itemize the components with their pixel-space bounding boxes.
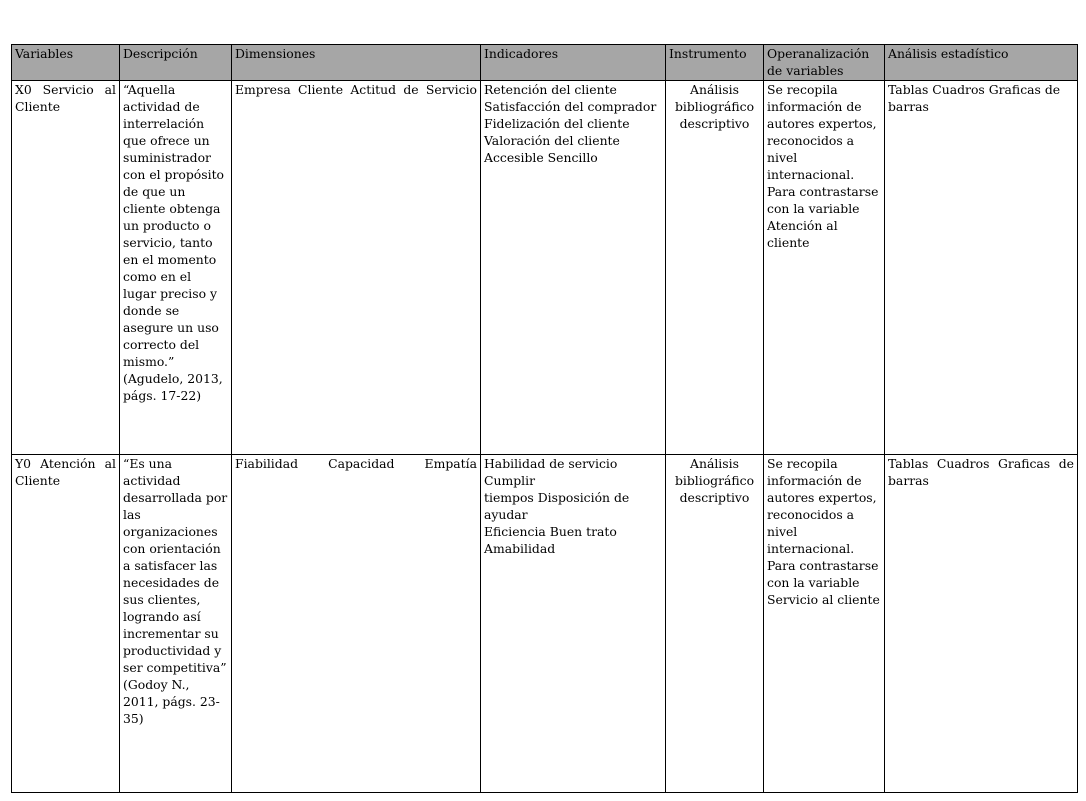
header-instrumento: Instrumento xyxy=(666,45,764,81)
cell-analisis-estadistico: Tablas Cuadros Graficas de barras xyxy=(885,455,1078,793)
variables-operationalization-table-wrapper xyxy=(11,44,1078,793)
header-analisis-estadistico: Análisis estadístico xyxy=(885,45,1078,81)
cell-indicadores: Habilidad de servicio Cumplir tiempos Disposición de ayudar Eficiencia Buen trato Amabilidad xyxy=(481,455,666,793)
cell-indicadores: Retención del cliente Satisfacción del comprador Fidelización del cliente Valoración del cliente Accesible Sencillo xyxy=(481,81,666,455)
cell-instrumento: Análisis bibliográfico descriptivo xyxy=(666,81,764,455)
cell-descripcion: “Es una actividad desarrollada por las organizaciones con orientación a satisfacer las necesidades de sus clientes, logrando así incrementar su productividad y ser competitiva” (Godoy N., 2011, págs. 23- 35) xyxy=(120,455,232,793)
variables-operationalization-table xyxy=(11,44,1078,793)
table-row xyxy=(12,455,1078,793)
header-descripcion: Descripción xyxy=(120,45,232,81)
cell-dimensiones: Empresa Cliente Actitud de Servicio xyxy=(232,81,481,455)
cell-operacionalizacion: Se recopila información de autores expertos, reconocidos a nivel internacional. Para contrastarse con la variable Atención al cliente xyxy=(764,81,885,455)
header-operacionalizacion: Operanalización de variables xyxy=(764,45,885,81)
header-indicadores: Indicadores xyxy=(481,45,666,81)
cell-descripcion: “Aquella actividad de interrelación que ofrece un suministrador con el propósito de que un cliente obtenga un producto o servicio, tanto en el momento como en el lugar preciso y donde se asegure un uso correcto del mismo.” (Agudelo, 2013, págs. 17-22) xyxy=(120,81,232,455)
cell-variable: Y0 Atención al Cliente xyxy=(12,455,120,793)
cell-dimensiones: Fiabilidad Capacidad Empatía xyxy=(232,455,481,793)
header-variables: Variables xyxy=(12,45,120,81)
cell-operacionalizacion: Se recopila información de autores expertos, reconocidos a nivel internacional. Para contrastarse con la variable Servicio al cliente xyxy=(764,455,885,793)
cell-variable: X0 Servicio al Cliente xyxy=(12,81,120,455)
table-header-row xyxy=(12,45,1078,81)
cell-analisis-estadistico: Tablas Cuadros Graficas de barras xyxy=(885,81,1078,455)
header-dimensiones: Dimensiones xyxy=(232,45,481,81)
cell-instrumento: Análisis bibliográfico descriptivo xyxy=(666,455,764,793)
table-row xyxy=(12,81,1078,455)
